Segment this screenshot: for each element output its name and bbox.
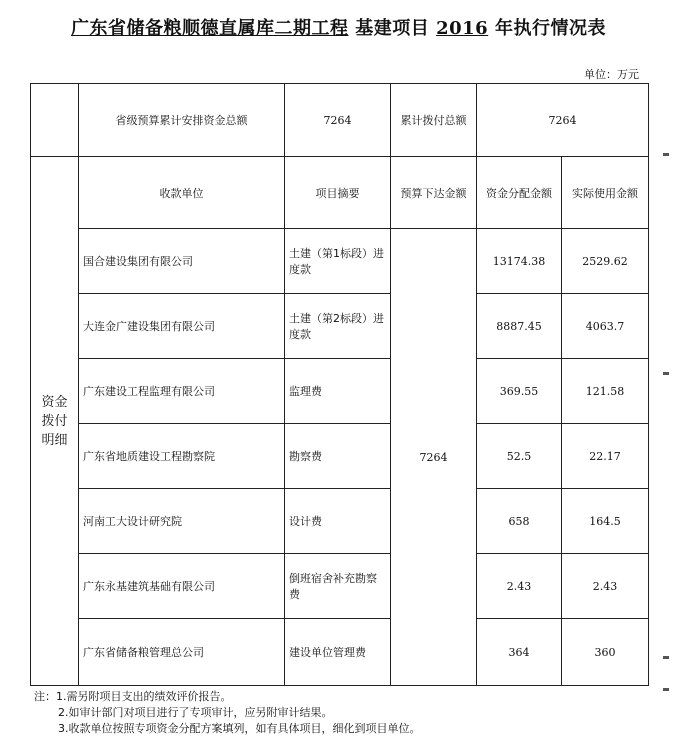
used-cell: 22.17 (562, 424, 649, 489)
summary-cell: 土建（第1标段）进度款 (285, 229, 391, 294)
table-row (31, 229, 649, 294)
footnote-3: 3.收款单位按照专项资金分配方案填列，如有具体项目，细化到项目单位。 (58, 722, 421, 735)
summary-cell: 建设单位管理费 (285, 619, 391, 686)
title-middle: 基建项目 (348, 18, 437, 39)
recipient-cell: 河南工大设计研究院 (79, 489, 285, 554)
title-suffix: 年执行情况表 (488, 18, 606, 39)
table-row (31, 424, 649, 489)
execution-table (30, 83, 649, 686)
header-row (31, 157, 649, 229)
summary-blank-cell (31, 84, 79, 157)
used-cell: 121.58 (562, 359, 649, 424)
header-used: 实际使用金额 (562, 157, 649, 229)
scan-mark (663, 153, 669, 156)
allocated-cell: 13174.38 (477, 229, 562, 294)
page-title (0, 14, 677, 40)
allocated-cell: 52.5 (477, 424, 562, 489)
used-cell: 164.5 (562, 489, 649, 554)
recipient-cell: 大连金广建设集团有限公司 (79, 294, 285, 359)
scan-mark (663, 656, 669, 659)
allocated-cell: 369.55 (477, 359, 562, 424)
scan-mark (663, 372, 669, 375)
paid-value: 7264 (477, 84, 649, 157)
footnote-1: 注：1.需另附项目支出的绩效评价报告。 (34, 690, 232, 703)
table-row (31, 619, 649, 686)
budget-value: 7264 (285, 84, 391, 157)
scan-mark (663, 688, 669, 691)
side-label-line: 明细 (41, 432, 68, 448)
title-project-name: 广东省储备粮顺德直属库二期工程 (71, 18, 349, 39)
summary-cell: 监理费 (285, 359, 391, 424)
allocated-cell: 2.43 (477, 554, 562, 619)
unit-label: 单位：万元 (584, 68, 639, 81)
footnote-2: 2.如审计部门对项目进行了专项审计，应另附审计结果。 (58, 706, 333, 719)
table-row (31, 554, 649, 619)
recipient-cell: 广东省地质建设工程勘察院 (79, 424, 285, 489)
used-cell: 360 (562, 619, 649, 686)
table-row (31, 359, 649, 424)
summary-cell: 勘察费 (285, 424, 391, 489)
title-year: 2016 (436, 18, 489, 39)
used-cell: 2.43 (562, 554, 649, 619)
side-label-line: 资金 (41, 394, 68, 410)
fund-detail-side-label (31, 157, 79, 686)
recipient-cell: 广东永基建筑基础有限公司 (79, 554, 285, 619)
budget-label: 省级预算累计安排资金总额 (79, 84, 285, 157)
allocated-cell: 8887.45 (477, 294, 562, 359)
side-label-line: 拨付 (41, 413, 68, 429)
used-cell: 2529.62 (562, 229, 649, 294)
summary-cell: 设计费 (285, 489, 391, 554)
summary-row (31, 84, 649, 157)
paid-label: 累计拨付总额 (391, 84, 477, 157)
header-recipient: 收款单位 (79, 157, 285, 229)
used-cell: 4063.7 (562, 294, 649, 359)
summary-cell: 土建（第2标段）进度款 (285, 294, 391, 359)
summary-cell: 倒班宿舍补充勘察费 (285, 554, 391, 619)
header-summary: 项目摘要 (285, 157, 391, 229)
recipient-cell: 广东建设工程监理有限公司 (79, 359, 285, 424)
recipient-cell: 广东省储备粮管理总公司 (79, 619, 285, 686)
allocated-cell: 364 (477, 619, 562, 686)
budget-total-cell: 7264 (391, 229, 477, 686)
recipient-cell: 国合建设集团有限公司 (79, 229, 285, 294)
header-allocated: 资金分配金额 (477, 157, 562, 229)
table-row (31, 489, 649, 554)
header-budget: 预算下达金额 (391, 157, 477, 229)
footnotes (34, 689, 421, 737)
allocated-cell: 658 (477, 489, 562, 554)
table-row (31, 294, 649, 359)
